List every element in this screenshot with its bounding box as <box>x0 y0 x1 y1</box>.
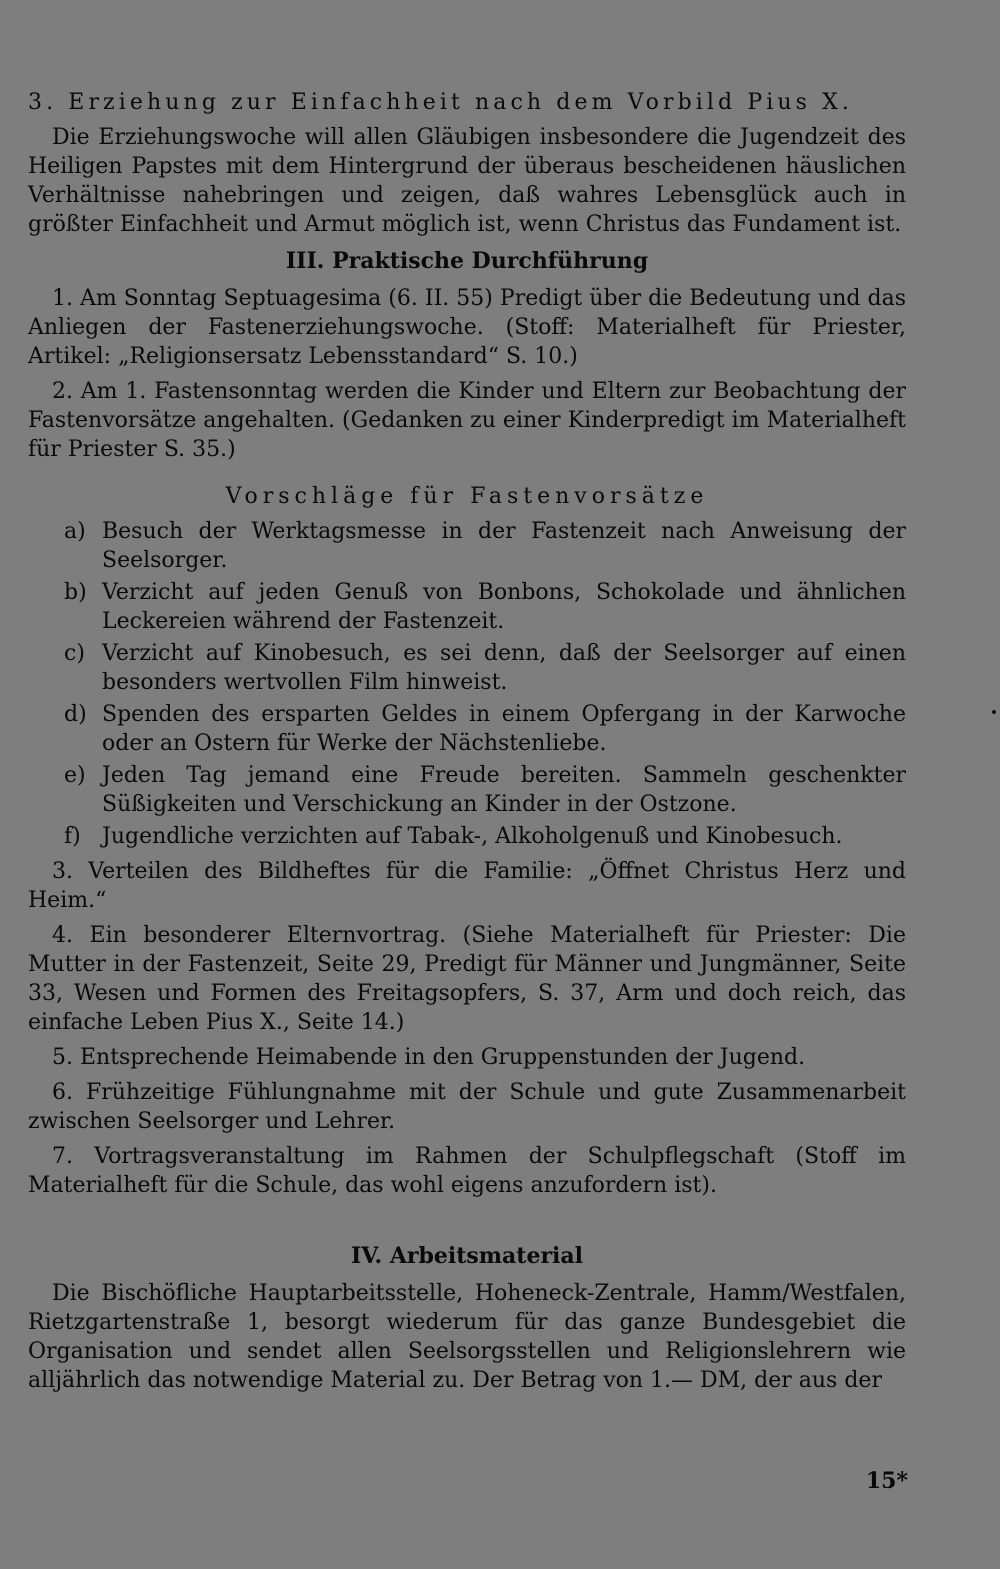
proposals-list <box>28 517 906 851</box>
list-item <box>64 578 906 636</box>
document-page <box>28 88 906 1395</box>
list-item <box>64 517 906 575</box>
paragraph-3: 3. Verteilen des Bildheftes für die Familie: „Öffnet Christus Herz und Heim.“ <box>28 859 906 913</box>
list-marker: f) <box>64 824 81 849</box>
paragraph-2: 2. Am 1. Fastensonntag werden die Kinder und Eltern zur Beobachtung der Fastenvorsätze angehalten. (Gedanken zu einer Kinderpredigt im Materialheft für Priester S. 35.) <box>28 379 906 462</box>
list-marker: e) <box>64 763 86 788</box>
list-marker: a) <box>64 519 86 544</box>
section-iii-heading: III. Praktische Durchführung <box>285 248 649 274</box>
paragraph-4: 4. Ein besonderer Elternvortrag. (Siehe Materialheft für Priester: Die Mutter in der Fastenzeit, Seite 29, Predigt für Männer und Jungmänner, Seite 33, Wesen und Formen des Freitagsopfers, S. 37, Arm und doch reich, das einfache Leben Pius X., Seite 14.) <box>28 923 906 1035</box>
list-text: Verzicht auf jeden Genuß von Bonbons, Schokolade und ähnlichen Leckereien während der Fastenzeit. <box>102 580 906 634</box>
list-text: Verzicht auf Kinobesuch, es sei denn, daß der Seelsorger auf einen besonders wertvollen Film hinweist. <box>102 641 906 695</box>
list-text: Besuch der Werktagsmesse in der Fastenzeit nach Anweisung der Seelsorger. <box>102 519 906 573</box>
section-iv-heading: IV. Arbeitsmaterial <box>350 1243 584 1269</box>
list-item <box>64 761 906 819</box>
list-marker: c) <box>64 641 85 666</box>
paragraph-6: 6. Frühzeitige Fühlungnahme mit der Schule und gute Zusammenarbeit zwischen Seelsorger und Lehrer. <box>28 1080 906 1134</box>
list-item <box>64 822 906 851</box>
section-iv-body: Die Bischöfliche Hauptarbeitsstelle, Hoheneck-Zentrale, Hamm/Westfalen, Rietzgartenstraße 1, besorgt wiederum für das ganze Bundesgebiet die Organisation und sendet allen Seelsorgsstellen und Religionslehrern wie alljährlich das notwendige Material zu. Der Betrag von 1.— DM, der aus der <box>28 1281 906 1393</box>
paragraph-5: 5. Entsprechende Heimabende in den Gruppenstunden der Jugend. <box>52 1045 806 1070</box>
proposals-subheading: Vorschläge für Fastenvorsätze <box>225 484 709 509</box>
list-item <box>64 700 906 758</box>
stray-dot-mark <box>992 710 996 714</box>
page-number: 15* <box>865 1468 908 1494</box>
list-marker: d) <box>64 702 87 727</box>
list-text: Spenden des ersparten Geldes in einem Opfergang in der Karwoche oder an Ostern für Werke der Nächstenliebe. <box>102 702 906 756</box>
section-3-heading: 3. Erziehung zur Einfachheit nach dem Vorbild Pius X. <box>28 90 853 115</box>
list-text: Jugendliche verzichten auf Tabak-, Alkoholgenuß und Kinobesuch. <box>102 824 843 849</box>
list-item <box>64 639 906 697</box>
list-text: Jeden Tag jemand eine Freude bereiten. Sammeln geschenkter Süßigkeiten und Verschickung an Kinder in der Ostzone. <box>102 763 906 817</box>
section-3-body: Die Erziehungswoche will allen Gläubigen insbesondere die Jugendzeit des Heiligen Papstes mit dem Hintergrund der überaus bescheidenen häuslichen Verhältnisse nahebringen und zeigen, daß wahres Lebensglück auch in größter Einfachheit und Armut möglich ist, wenn Christus das Fundament ist. <box>28 125 906 237</box>
list-marker: b) <box>64 580 87 605</box>
paragraph-1: 1. Am Sonntag Septuagesima (6. II. 55) Predigt über die Bedeutung und das Anliegen der Fastenerziehungswoche. (Stoff: Materialheft für Priester, Artikel: „Religionsersatz Lebensstandard“ S. 10.) <box>28 286 906 369</box>
paragraph-7: 7. Vortragsveranstaltung im Rahmen der Schulpflegschaft (Stoff im Materialheft für die Schule, das wohl eigens anzufordern ist). <box>28 1144 906 1198</box>
